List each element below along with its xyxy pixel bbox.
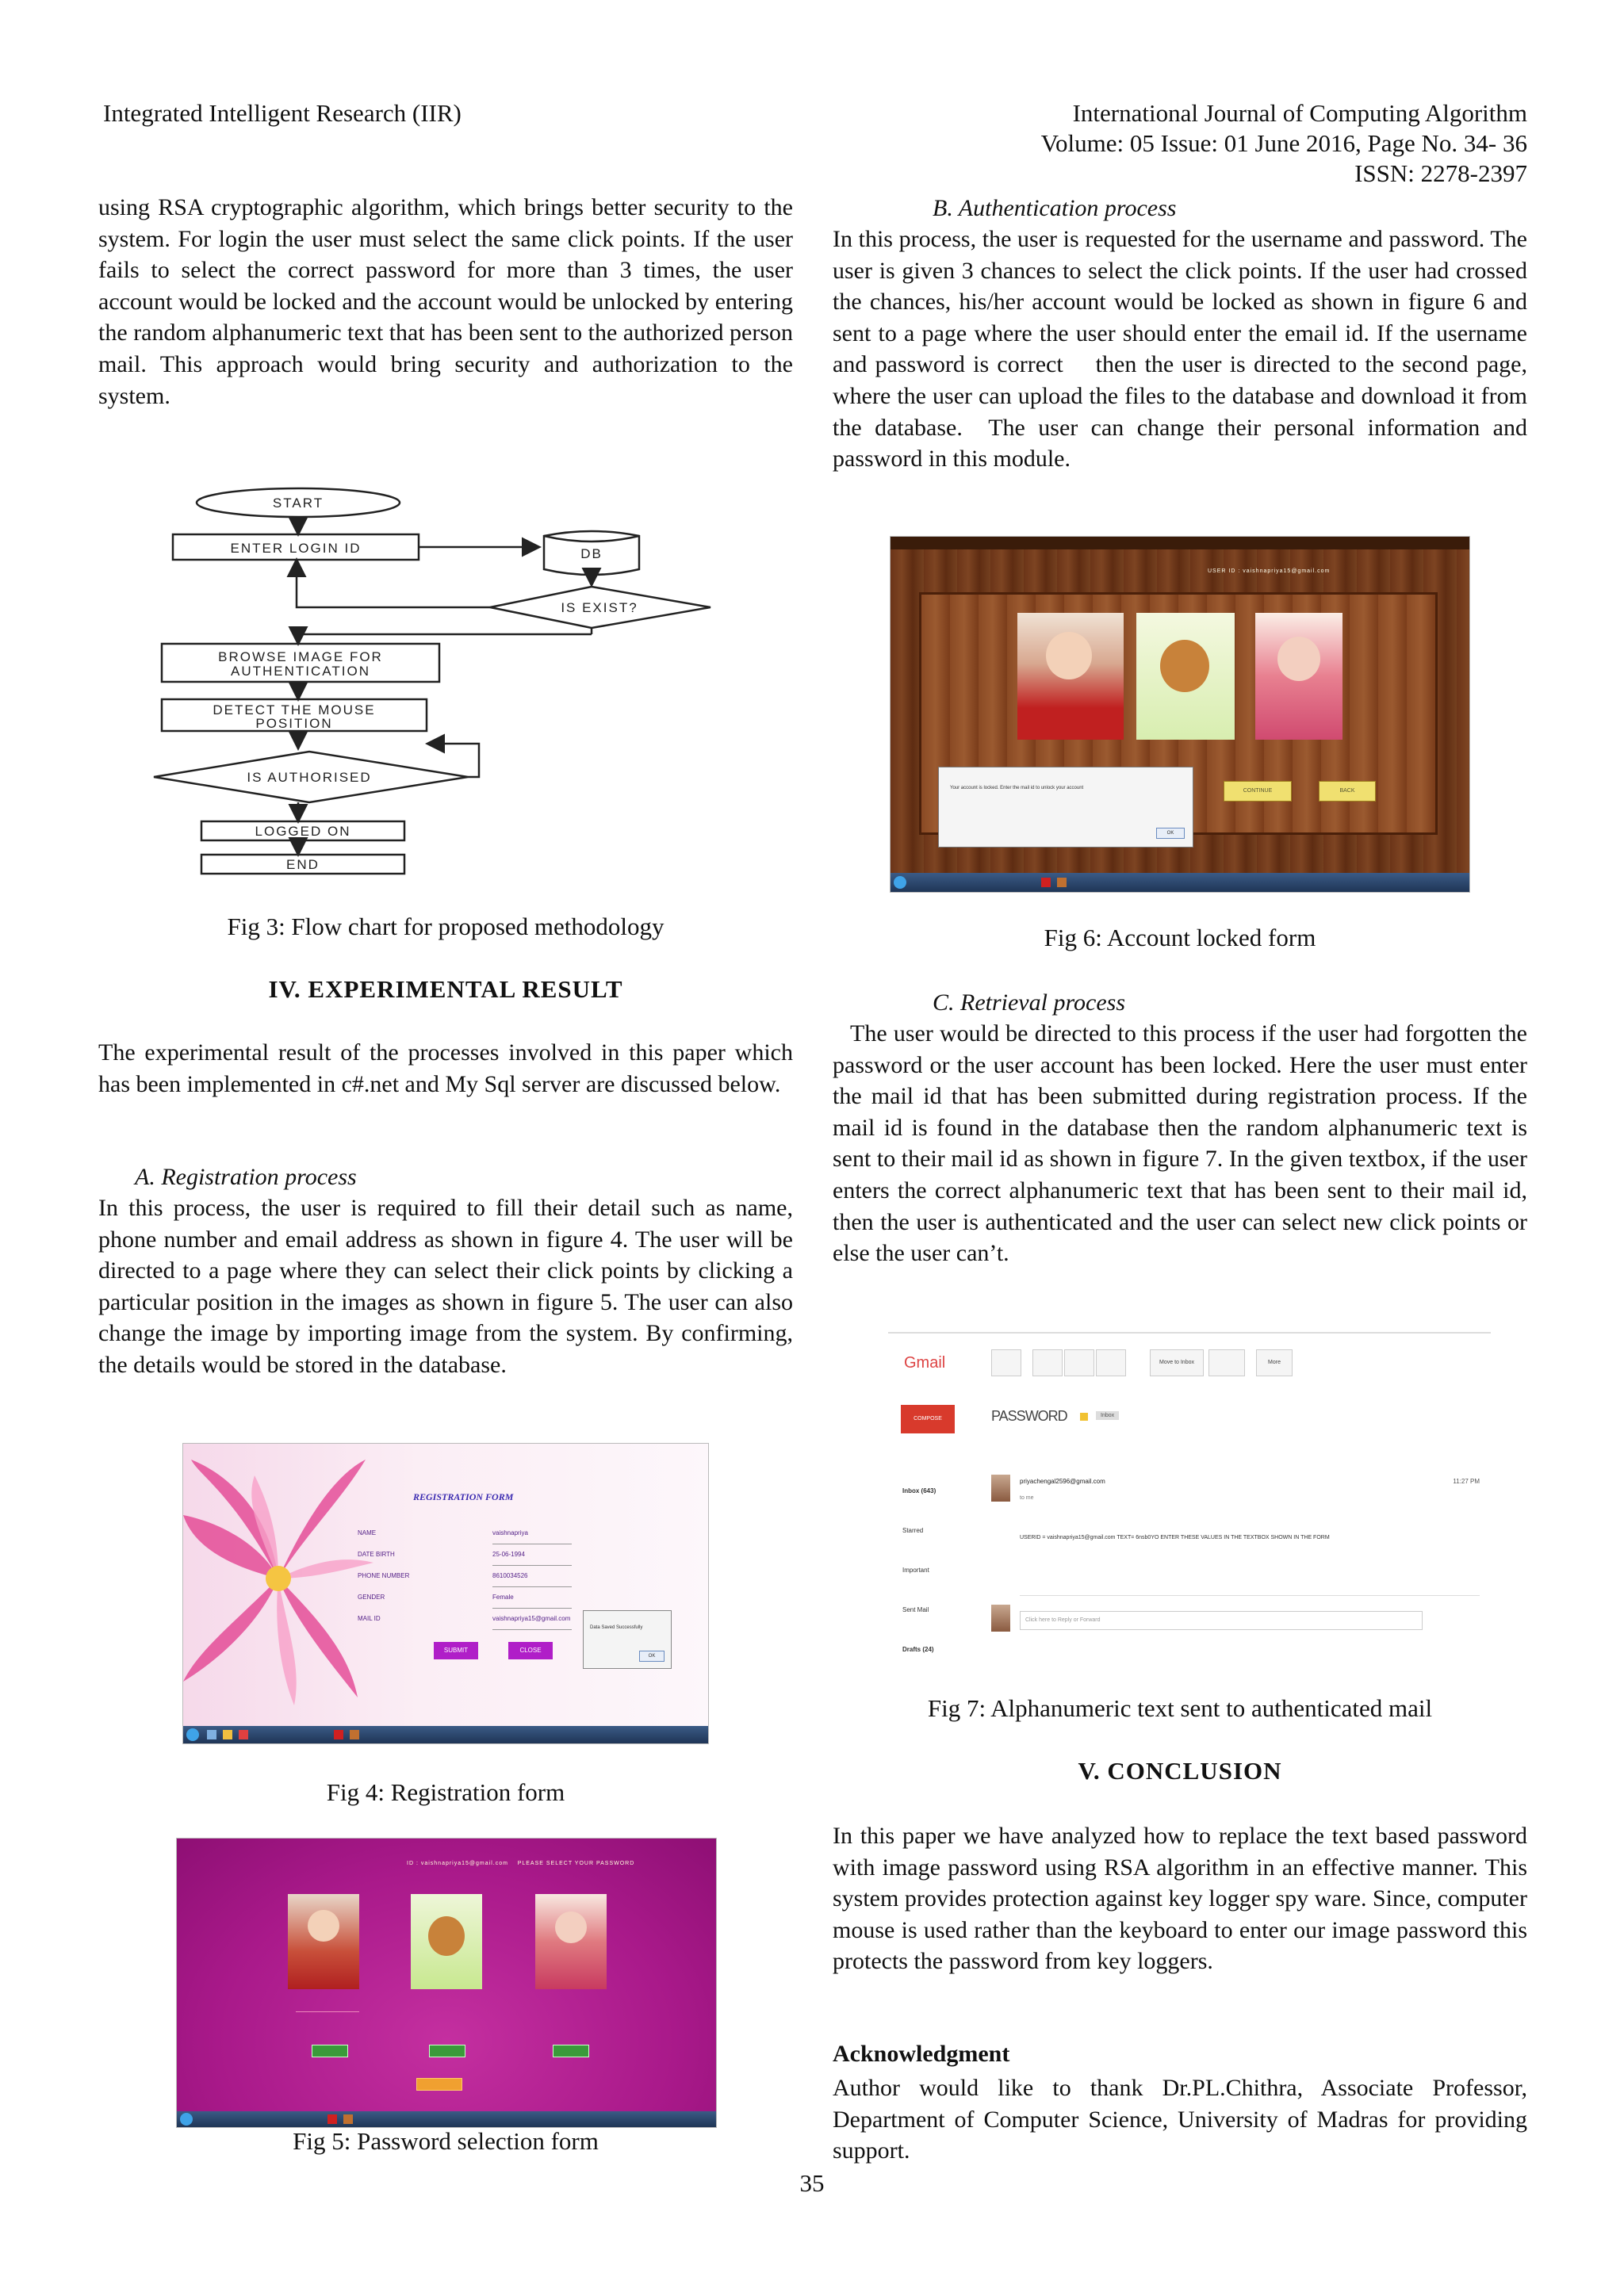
- fig4-caption: Fig 4: Registration form: [326, 1778, 565, 1806]
- flow-enter-login-label: ENTER LOGIN ID: [230, 541, 362, 556]
- fig7-gmail-screenshot: [888, 1332, 1491, 1653]
- fig4-field-value[interactable]: vaishnapriya15@gmail.com: [492, 1609, 572, 1630]
- taskbar-app-icon[interactable]: [207, 1730, 216, 1739]
- fig4-taskbar: [183, 1726, 708, 1743]
- fig7-delete-icon[interactable]: [1096, 1349, 1126, 1376]
- fig7-top-border: [888, 1332, 1491, 1334]
- flow-end-label: END: [286, 857, 320, 872]
- fig7-folder-item[interactable]: Important: [902, 1567, 929, 1574]
- fig6-taskbar: [891, 873, 1469, 892]
- acknowledgment-heading: Acknowledgment: [833, 2041, 1010, 2067]
- flow-is-exist-label: IS EXIST?: [561, 600, 638, 615]
- fig4-field-value[interactable]: vaishnapriya: [492, 1523, 572, 1544]
- fig7-reply-box[interactable]: Click here to Reply or Forward: [1020, 1611, 1423, 1630]
- fig7-caption: Fig 7: Alphanumeric text sent to authenticated mail: [927, 1694, 1433, 1722]
- taskbar-app-icon[interactable]: [327, 2114, 337, 2124]
- header-journal-left: Integrated Intelligent Research (IIR): [103, 99, 462, 127]
- fig4-field-label: MAIL ID: [358, 1615, 381, 1622]
- fig7-folder-item[interactable]: Inbox (643): [902, 1487, 936, 1494]
- taskbar-app-icon[interactable]: [350, 1730, 359, 1739]
- fig6-dialog-ok-button[interactable]: OK: [1156, 828, 1185, 839]
- fig5-caption: Fig 5: Password selection form: [293, 2127, 599, 2155]
- fig4-registration-form-screenshot: [182, 1443, 709, 1744]
- fig7-subject: PASSWORD: [991, 1408, 1067, 1424]
- fig4-field-row: [358, 1523, 596, 1544]
- taskbar-app-icon[interactable]: [1041, 878, 1051, 887]
- fig3-caption: Fig 3: Flow chart for proposed methodology: [227, 913, 665, 940]
- fig4-field-row: [358, 1587, 596, 1609]
- taskbar-app-icon[interactable]: [239, 1730, 248, 1739]
- taskbar-app-icon[interactable]: [343, 2114, 353, 2124]
- fig4-dialog-ok-button[interactable]: OK: [639, 1651, 665, 1662]
- flow-is-authorised-label: IS AUTHORISED: [247, 770, 372, 785]
- fig5-mouse-head: [428, 1916, 465, 1956]
- fig6-image-baby-2[interactable]: [1255, 613, 1342, 740]
- page-number: 35: [799, 2169, 825, 2197]
- intro-paragraph: using RSA cryptographic algorithm, which brings better security to the system. For login the user must select the same click points. If the user fails to select the correct password for more than 3 times, the user account would be locked and the account would be unlocked by entering the random alphanumeric text that has been sent to the authorized person mail. This approach would bring security and authorization to the system.: [98, 194, 793, 409]
- subsection-c-heading: C. Retrieval process: [933, 989, 1126, 1016]
- fig6-back-button[interactable]: BACK: [1319, 781, 1376, 802]
- fig7-to-me[interactable]: to me: [1020, 1495, 1034, 1501]
- acknowledgment-paragraph: Author would like to thank Dr.PL.Chithra, Associate Professor, Department of Computer Science, University of Madras for providing support.: [833, 2075, 1527, 2164]
- fig5-baby-face: [308, 1910, 339, 1942]
- fig4-field-row: [358, 1544, 596, 1566]
- fig7-time: 11:27 PM: [1453, 1478, 1480, 1485]
- fig7-gmail-logo[interactable]: Gmail: [904, 1354, 946, 1372]
- subsection-b-paragraph: In this process, the user is requested for the username and password. The user is given 3 chances to select the click points. If the user had crossed the chances, his/her account would be locked as shown in figure 6 and sent to a page where the user should enter the email id. If the username and password is correct then the user is directed to the second page, where the user can upload the files to the database and download it from the database. The user can change their personal information and password in this module.: [833, 226, 1534, 473]
- fig7-sender-avatar: [991, 1475, 1010, 1502]
- fig7-folder-list: [902, 1471, 936, 1670]
- flow-browse-label-2: AUTHENTICATION: [231, 664, 370, 679]
- fig4-field-label: PHONE NUMBER: [358, 1572, 410, 1579]
- flow-logged-on-label: LOGGED ON: [255, 824, 351, 839]
- fig6-mouse-head: [1160, 640, 1209, 692]
- fig5-image-cartoon-mouse[interactable]: [411, 1894, 482, 1989]
- fig4-field-value[interactable]: 25-06-1994: [492, 1544, 572, 1566]
- header-issn: ISSN: 2278-2397: [1354, 159, 1527, 187]
- fig4-field-label: DATE BIRTH: [358, 1551, 395, 1558]
- fig6-header-text: USER ID : vaishnapriya15@gmail.com: [1208, 568, 1331, 574]
- fig6-caption: Fig 6: Account locked form: [1044, 924, 1316, 951]
- fig7-sender-email: priyachengal2596@gmail.com: [1020, 1478, 1105, 1485]
- header-journal-right: [1041, 98, 1527, 189]
- section4-heading: IV. EXPERIMENTAL RESULT: [268, 975, 623, 1003]
- taskbar-app-icon[interactable]: [1057, 878, 1067, 887]
- fig7-compose-button[interactable]: COMPOSE: [901, 1405, 955, 1433]
- fig4-form-title: REGISTRATION FORM: [413, 1491, 514, 1502]
- fig5-import-button-1[interactable]: [312, 2045, 348, 2057]
- fig7-important-icon[interactable]: [1080, 1413, 1088, 1421]
- fig3-flowchart: [155, 482, 726, 878]
- fig5-header-text: ID : vaishnapriya15@gmail.com PLEASE SELECT YOUR PASSWORD: [407, 1861, 635, 1866]
- fig4-flower-graphic: [183, 1444, 373, 1713]
- fig4-field-value[interactable]: 8610034526: [492, 1566, 572, 1587]
- section5-heading: V. CONCLUSION: [1078, 1757, 1282, 1785]
- flow-start-label: START: [272, 496, 324, 511]
- fig6-continue-button[interactable]: CONTINUE: [1224, 781, 1292, 802]
- taskbar-folder-icon[interactable]: [223, 1730, 232, 1739]
- fig7-back-button[interactable]: [991, 1349, 1021, 1376]
- fig5-confirm-button[interactable]: [416, 2078, 462, 2091]
- fig7-move-to-inbox-button[interactable]: Move to Inbox: [1150, 1349, 1204, 1376]
- fig7-folder-item[interactable]: Sent Mail: [902, 1606, 929, 1613]
- fig5-password-selection-screenshot: [176, 1838, 717, 2128]
- fig7-folder-item[interactable]: Drafts (24): [902, 1646, 934, 1653]
- flow-browse-label-1: BROWSE IMAGE FOR: [218, 649, 383, 664]
- fig4-submit-button[interactable]: SUBMIT: [434, 1642, 478, 1659]
- subsection-a-paragraph: In this process, the user is required to fill their detail such as name, phone number and email address as shown in figure 4. The user will be directed to a page where they can select their click points by clicking a particular position in the images as shown in figure 5. The user can also change the image by importing image from the system. By confirming, the details would be stored in the database.: [98, 1195, 793, 1378]
- subsection-c-paragraph: The user would be directed to this process if the user had forgotten the password or the user account has been locked. Here the user must enter the mail id that has been submitted during registration process. If the mail id is found in the database then the random alphanumeric text is sent to their mail id as shown in figure 7. In the given textbox, if the user enters the correct alphanumeric text that has been sent to their mail id, then the user is authenticated and the user can select new click points or else the user can’t.: [833, 1020, 1527, 1267]
- fig7-message-body: USERID = vaishnapriya15@gmail.com TEXT= 6nsb0YO ENTER THESE VALUES IN THE TEXTBOX SHOWN IN THE FORM: [1020, 1535, 1330, 1540]
- conclusion-paragraph: In this paper we have analyzed how to replace the text based password with image password using RSA algorithm in an effective manner. This system provides protection against key logger spy ware. Since, computer mouse is used rather than the keyboard to enter our image password this protects the password from key loggers.: [833, 1823, 1527, 1975]
- fig5-image-baby-1[interactable]: [288, 1894, 359, 1989]
- header-volume: Volume: 05 Issue: 01 June 2016, Page No. 34- 36: [1040, 129, 1527, 157]
- subsection-a-heading: A. Registration process: [135, 1164, 357, 1190]
- header-journal-name: International Journal of Computing Algorithm: [1072, 99, 1527, 127]
- fig5-image-baby-2[interactable]: [535, 1894, 607, 1989]
- start-orb-icon[interactable]: [180, 2113, 193, 2126]
- fig4-field-label: NAME: [358, 1529, 377, 1536]
- taskbar-app-icon[interactable]: [334, 1730, 343, 1739]
- subsection-b-heading: B. Authentication process: [933, 195, 1177, 221]
- fig4-field-row: [358, 1566, 596, 1587]
- flow-detect-label-1: DETECT THE MOUSE: [213, 702, 376, 718]
- start-orb-icon[interactable]: [894, 876, 906, 889]
- start-orb-icon[interactable]: [186, 1728, 199, 1741]
- fig6-dialog-text: Your account is locked. Enter the mail id to unlock your account: [950, 786, 1084, 790]
- fig5-import-button-2[interactable]: [429, 2045, 465, 2057]
- fig5-baby-face: [555, 1911, 587, 1943]
- fig7-divider: [1020, 1595, 1480, 1596]
- flow-detect-label-2: POSITION: [255, 716, 333, 731]
- fig6-account-locked-screenshot: [890, 536, 1470, 893]
- fig6-title-bar: [891, 537, 1469, 549]
- fig6-baby-face: [1046, 632, 1092, 679]
- fig4-fields: [358, 1523, 596, 1630]
- fig5-import-button-3[interactable]: [553, 2045, 589, 2057]
- fig6-image-cartoon-mouse[interactable]: [1136, 613, 1235, 740]
- fig6-locked-dialog: [938, 767, 1193, 848]
- fig6-image-baby-1[interactable]: [1017, 613, 1124, 740]
- fig4-field-value[interactable]: Female: [492, 1587, 572, 1609]
- fig5-taskbar: [177, 2111, 716, 2127]
- fig7-spam-icon[interactable]: [1064, 1349, 1094, 1376]
- fig4-saved-dialog: [583, 1610, 672, 1669]
- fig7-more-button[interactable]: More: [1256, 1349, 1293, 1376]
- fig7-archive-icon[interactable]: [1032, 1349, 1063, 1376]
- fig4-field-row: [358, 1609, 596, 1630]
- fig7-inbox-tag[interactable]: Inbox: [1096, 1411, 1119, 1420]
- fig7-folder-item[interactable]: Starred: [902, 1527, 924, 1534]
- fig4-close-button[interactable]: CLOSE: [508, 1642, 553, 1659]
- fig5-coord-line: [296, 2011, 359, 2012]
- fig4-dialog-text: Data Saved Successfully: [590, 1625, 643, 1630]
- fig7-labels-icon[interactable]: [1208, 1349, 1245, 1376]
- fig4-field-label: GENDER: [358, 1594, 385, 1601]
- flow-db-label: DB: [580, 546, 603, 561]
- fig7-reply-avatar: [991, 1605, 1010, 1632]
- section4-paragraph: The experimental result of the processes involved in this paper which has been implemented in c#.net and My Sql server are discussed below.: [98, 1039, 793, 1097]
- fig6-baby-face: [1277, 637, 1320, 681]
